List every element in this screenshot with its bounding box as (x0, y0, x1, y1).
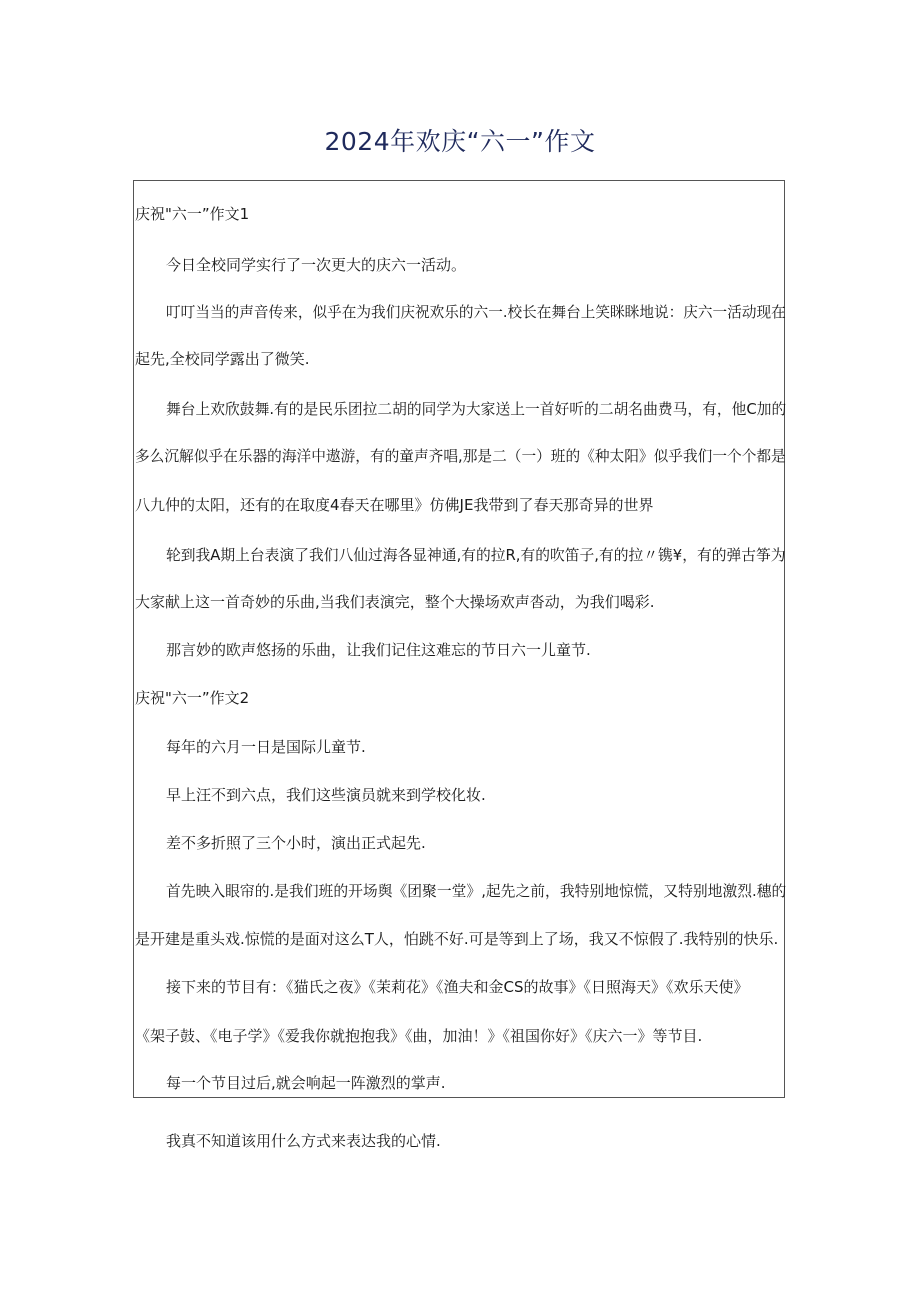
paragraph-line: 是开建是重头戏.惊慌的是面对这么T人，怕跳不好.可是等到上了场，我又不惊假了.我特别的快乐. (135, 930, 779, 948)
paragraph-line: 轮到我A期上台表演了我们八仙过海各显神通,有的拉R,有的吹笛子,有的拉〃镌¥，有的弹古筝为 (166, 546, 786, 564)
essay-heading-2: 庆祝"六一”作文2 (135, 689, 250, 707)
paragraph-line: 接下来的节目有：《猫氏之夜》《茉莉花》《渔夫和金CS的故事》《日照海天》《欢乐天使》 (166, 978, 749, 996)
paragraph-line: 我真不知道该用什么方式来表达我的心情. (166, 1132, 441, 1150)
paragraph-line: 首先映入眼帘的.是我们班的开场舆《团聚一堂》,起先之前，我特别地惊慌，又特别地激烈.穗的 (166, 882, 787, 900)
paragraph-line: 《架子鼓、《电子学》《爱我你就抱抱我》《曲，加油！》《祖国你好》《庆六一》等节目. (135, 1027, 703, 1045)
paragraph-line: 多么沉解似乎在乐器的海洋中遨游，有的童声齐唱,那是二（一）班的《种太阳》似乎我们一个个都是 (135, 447, 786, 465)
paragraph-line: 舞台上欢欣鼓舞.有的是民乐团拉二胡的同学为大家送上一首好听的二胡名曲费马，有，他C加的 (166, 400, 787, 418)
paragraph-line: 差不多折照了三个小时，演出正式起先. (166, 834, 426, 852)
essay-heading-1: 庆祝"六一”作文1 (135, 205, 250, 223)
paragraph-line: 每年的六月一日是国际儿童节. (166, 738, 366, 756)
paragraph-line: 今日全校同学实行了一次更大的庆六一活动。 (166, 256, 467, 274)
paragraph-line: 八九仲的太阳，还有的在取度4春天在哪里》仿佛JE我带到了春天那奇异的世界 (135, 496, 654, 514)
paragraph-line: 叮叮当当的声音传来，似乎在为我们庆祝欢乐的六一.校长在舞台上笑眯眯地说：庆六一活动现在 (166, 303, 786, 321)
paragraph-line: 大家献上这一首奇妙的乐曲,当我们表演完，整个大操场欢声沓动，为我们喝彩. (135, 593, 655, 611)
paragraph-line: 起先,全校同学露出了微笑. (135, 350, 310, 368)
paragraph-line: 那言妙的欧声悠扬的乐曲，让我们记住这难忘的节日六一儿童节. (166, 641, 591, 659)
paragraph-line: 每一个节目过后,就会响起一阵激烈的掌声. (166, 1074, 446, 1092)
paragraph-line: 早上汪不到六点，我们这些演员就来到学校化妆. (166, 786, 486, 804)
document-title: 2024年欢庆“六一”作文 (324, 127, 596, 156)
